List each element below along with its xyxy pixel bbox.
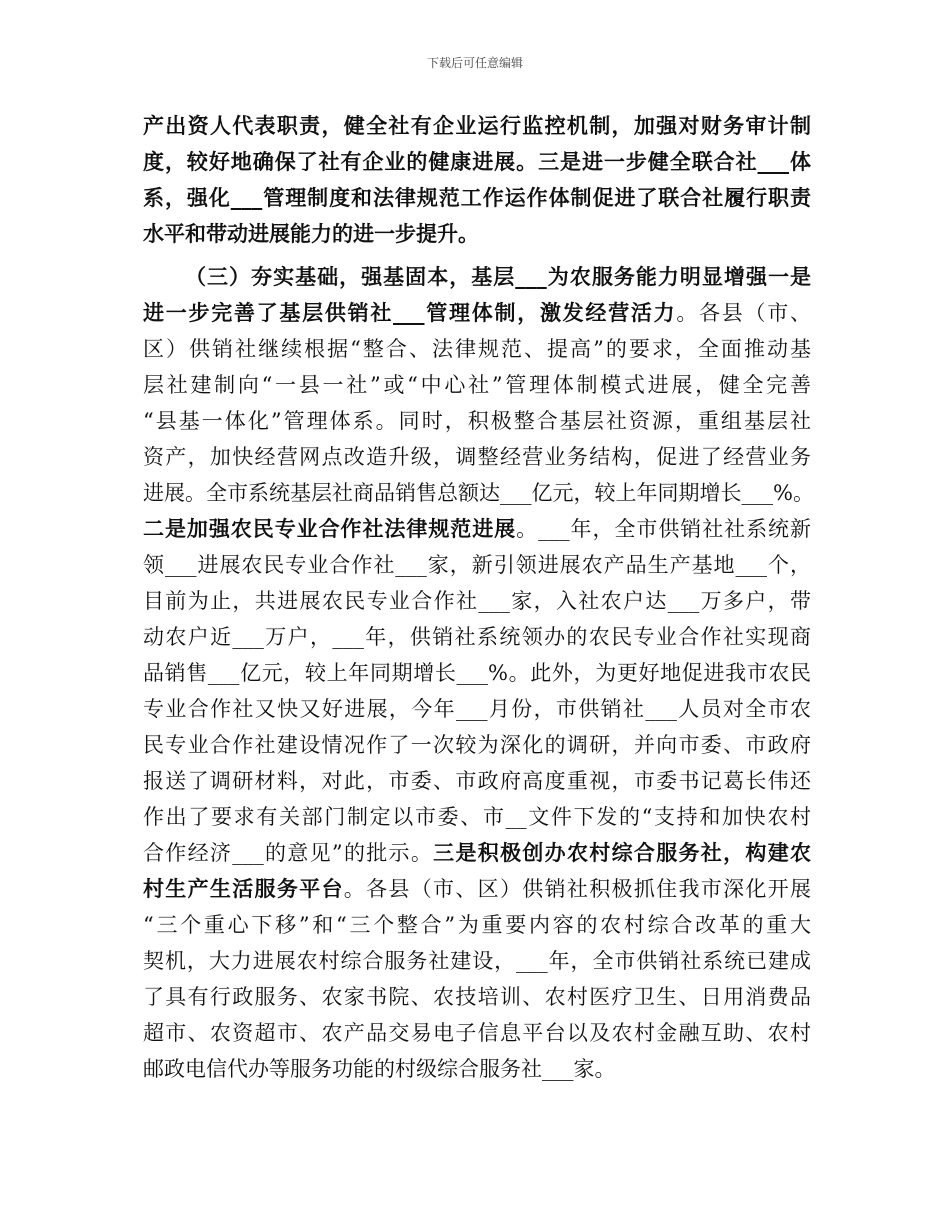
- text-line: [143, 295, 811, 331]
- text-line: 作出了要求有关部门制定以市委、市__文件下发的“支持和加快农村: [143, 805, 811, 829]
- text-line: 领___进展农民专业合作社___家，新引领进展农产品生产基地___个，: [143, 553, 811, 577]
- text-run: 。___年，全市供销社社系统新: [516, 517, 812, 541]
- text-line: 专业合作社又快又好进展，今年___月份，市供销社___人员对全市农: [143, 697, 811, 721]
- bold-lead: 进一步完善了基层供销社___管理体制，激发经营活力: [143, 300, 677, 325]
- text-line: 度，较好地确保了社有企业的健康进展。三是进一步健全联合社___体: [143, 149, 811, 174]
- text-line: [143, 835, 811, 871]
- text-line: 契机，大力进展农村综合服务社建设，___年，全市供销社系统已建成: [143, 949, 811, 973]
- text-line: 资产，加快经营网点改造升级，调整经营业务结构，促进了经营业务: [143, 445, 811, 469]
- text-line: 系，强化___管理制度和法律规范工作运作体制促进了联合社履行职责: [143, 185, 811, 210]
- text-line: [143, 871, 811, 907]
- text-line: 报送了调研材料，对此，市委、市政府高度重视，市委书记葛长伟还: [143, 769, 811, 793]
- text-line: 产出资人代表职责，健全社有企业运行监控机制，加强对财务审计制: [143, 113, 811, 138]
- bold-lead: 三是积极创办农村综合服务社，构建农: [433, 840, 811, 865]
- text-line: 进展。全市系统基层社商品销售总额达___亿元，较上年同期增长___%。: [143, 481, 814, 505]
- text-line: 水平和带动进展能力的进一步提升。: [143, 221, 479, 246]
- text-line: 邮政电信代办等服务功能的村级综合服务社___家。: [143, 1057, 616, 1081]
- text-run: 。各县（市、: [676, 301, 812, 325]
- text-line: 品销售___亿元，较上年同期增长___%。此外，为更好地促进我市农民: [143, 661, 811, 685]
- text-line: 目前为止，共进展农民专业合作社___家，入社农户达___万多户，带: [143, 589, 811, 613]
- text-line: 民专业合作社建设情况作了一次较为深化的调研，并向市委、市政府: [143, 733, 811, 757]
- text-run: 合作经济___的意见”的批示。: [143, 841, 434, 865]
- text-line: 区）供销社继续根据“整合、法律规范、提高”的要求，全面推动基: [143, 337, 811, 361]
- bold-lead: 二是加强农民专业合作社法律规范进展: [143, 516, 517, 541]
- text-run: 。各县（市、区）供销社积极抓住我市深化开展: [343, 877, 812, 901]
- text-line: 了具有行政服务、农家书院、农技培训、农村医疗卫生、日用消费品: [143, 985, 811, 1009]
- text-line: 超市、农资超市、农产品交易电子信息平台以及农村金融互助、农村: [143, 1021, 811, 1045]
- text-line: “三个重心下移”和“三个整合”为重要内容的农村综合改革的重大: [143, 913, 811, 937]
- document-body: [143, 108, 814, 1087]
- text-line: 动农户近___万户，___年，供销社系统领办的农民专业合作社实现商: [143, 625, 811, 649]
- bold-lead: 村生产生活服务平台: [143, 876, 344, 901]
- text-line: 层社建制向“一县一社”或“中心社”管理体制模式进展，健全完善: [143, 373, 811, 397]
- text-line: [143, 511, 811, 547]
- page-header: 下载后可任意编辑: [426, 56, 523, 70]
- text-line: “县基一体化”管理体系。同时，积极整合基层社资源，重组基层社: [143, 409, 811, 433]
- section-heading-line: （三）夯实基础，强基固本，基层___为农服务能力明显增强一是: [185, 264, 811, 289]
